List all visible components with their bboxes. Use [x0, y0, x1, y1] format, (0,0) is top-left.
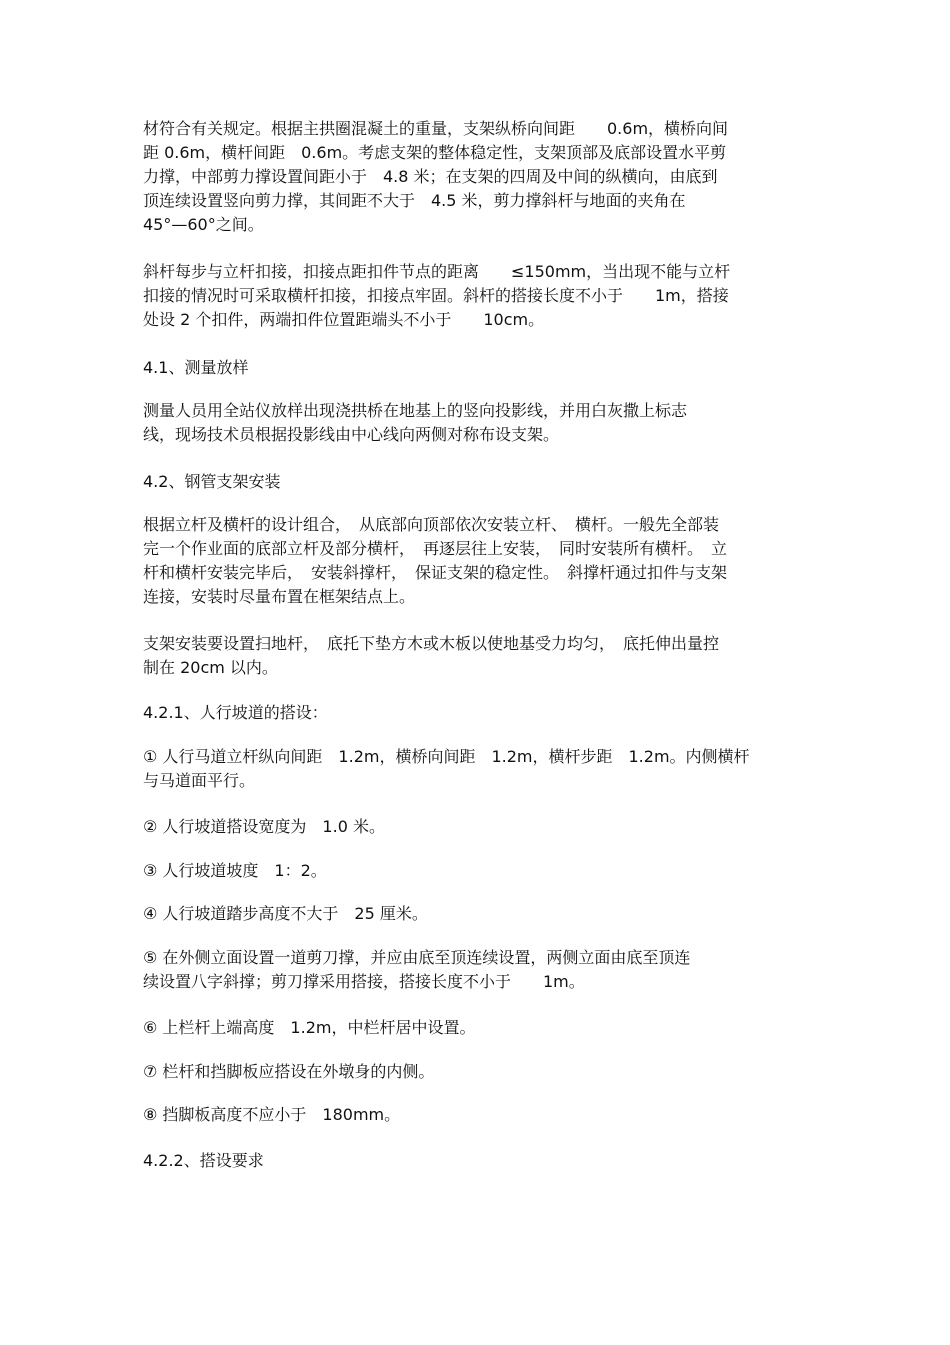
text-line: ⑧ 挡脚板高度不应小于 180mm。	[143, 1105, 401, 1124]
list-item-4	[143, 902, 428, 926]
heading-text: 4.2.1、人行坡道的搭设：	[143, 703, 328, 722]
text-line: 制在 20cm 以内。	[143, 658, 278, 677]
text-line: 线，现场技术员根据投影线由中心线向两侧对称布设支架。	[143, 425, 560, 444]
text-line: 测量人员用全站仪放样出现浇拱桥在地基上的竖向投影线，并用白灰撒上标志	[143, 401, 688, 420]
text-line: 连接，安装时尽量布置在框架结点上。	[143, 587, 416, 606]
paragraph-support-spacing	[143, 117, 728, 237]
text-line: 根据立杆及横杆的设计组合， 从底部向顶部依次安装立杆、 横杆。一般先全部装	[143, 515, 720, 534]
text-line: 杆和横杆安装完毕后， 安装斜撑杆， 保证支架的稳定性。 斜撑杆通过扣件与支架	[143, 563, 728, 582]
text-line: 扣接的情况时可采取横杆扣接，扣接点牢固。斜杆的搭接长度不小于 1m，搭接	[143, 286, 729, 305]
text-line: 支架安装要设置扫地杆， 底托下垫方木或木板以使地基受力均匀， 底托伸出量控	[143, 634, 720, 653]
text-line: ② 人行坡道搭设宽度为 1.0 米。	[143, 817, 385, 836]
text-line: 续设置八字斜撑；剪刀撑采用搭接，搭接长度不小于 1m。	[143, 972, 585, 991]
list-item-3	[143, 859, 327, 883]
paragraph-installation-order	[143, 513, 727, 609]
list-item-7	[143, 1060, 434, 1084]
text-line: ① 人行马道立杆纵向间距 1.2m，横桥向间距 1.2m，横杆步距 1.2m。内侧横杆	[143, 747, 750, 766]
text-line: 顶连续设置竖向剪力撑，其间距不大于 4.5 米，剪力撑斜杆与地面的夹角在	[143, 191, 686, 210]
section-heading-4-2-1	[143, 701, 328, 725]
text-line: 45°—60°之间。	[143, 215, 264, 234]
heading-text: 4.1、测量放样	[143, 358, 249, 377]
text-line: ④ 人行坡道踏步高度不大于 25 厘米。	[143, 904, 428, 923]
list-item-8	[143, 1103, 400, 1127]
list-item-1	[143, 745, 750, 793]
list-item-2	[143, 815, 385, 839]
text-line: ⑤ 在外侧立面设置一道剪刀撑，并应由底至顶连续设置，两侧立面由底至顶连	[143, 948, 691, 967]
section-heading-4-2-2	[143, 1149, 264, 1173]
heading-text: 4.2、钢管支架安装	[143, 472, 281, 491]
text-line: 与马道面平行。	[143, 771, 256, 790]
text-line: 距 0.6m，横杆间距 0.6m。考虑支架的整体稳定性，支架顶部及底部设置水平剪	[143, 143, 727, 162]
text-line: ③ 人行坡道坡度 1：2。	[143, 861, 327, 880]
text-line: 完一个作业面的底部立杆及部分横杆， 再逐层往上安装， 同时安装所有横杆。 立	[143, 539, 728, 558]
list-item-5	[143, 946, 690, 994]
text-line: 材符合有关规定。根据主拱圈混凝土的重量，支架纵桥向间距 0.6m，横桥向间	[143, 119, 729, 138]
section-heading-4-1	[143, 356, 248, 380]
text-line: 斜杆每步与立杆扣接，扣接点距扣件节点的距离 ≤150mm，当出现不能与立杆	[143, 262, 731, 281]
section-heading-4-2	[143, 470, 280, 494]
paragraph-sweep-rod	[143, 632, 719, 680]
paragraph-survey	[143, 399, 687, 447]
text-line: ⑦ 栏杆和挡脚板应搭设在外墩身的内侧。	[143, 1062, 435, 1081]
paragraph-diagonal-rods	[143, 260, 730, 332]
heading-text: 4.2.2、搭设要求	[143, 1151, 264, 1170]
text-line: ⑥ 上栏杆上端高度 1.2m，中栏杆居中设置。	[143, 1018, 476, 1037]
text-line: 力撑，中部剪力撑设置间距小于 4.8 米；在支架的四周及中间的纵横向，由底到	[143, 167, 718, 186]
list-item-6	[143, 1016, 475, 1040]
text-line: 处设 2 个扣件，两端扣件位置距端头不小于 10cm。	[143, 310, 545, 329]
